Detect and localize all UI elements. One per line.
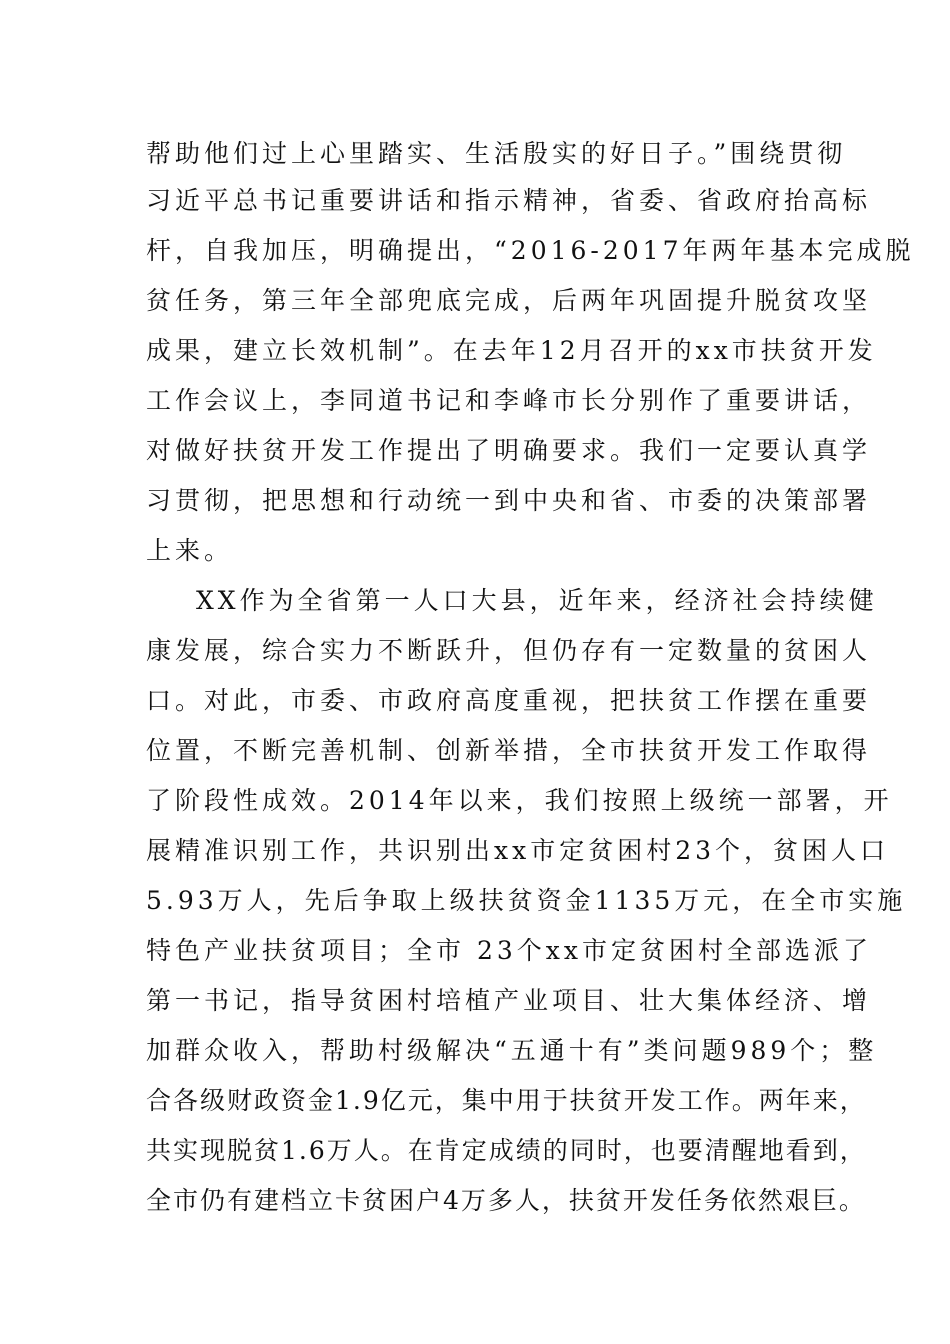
text-line: 习近平总书记重要讲话和指示精神，省委、省政府抬高标	[146, 186, 872, 215]
text-line: 杆，自我加压，明确提出，“2016-2017年两年基本完成脱	[146, 236, 915, 265]
text-line: 特色产业扶贫项目；全市 23个xx市定贫困村全部选派了	[146, 936, 872, 965]
text-line: 共实现脱贫1.6万人。在肯定成绩的同时，也要清醒地看到，	[146, 1136, 867, 1165]
text-line: 第一书记，指导贫困村培植产业项目、壮大集体经济、增	[146, 986, 872, 1015]
text-line: 帮助他们过上心里踏实、生活殷实的好日子。”围绕贯彻	[146, 139, 847, 168]
text-line: 了阶段性成效。2014年以来，我们按照上级统一部署，开	[146, 786, 893, 815]
text-line: 贫任务，第三年全部兜底完成，后两年巩固提升脱贫攻坚	[146, 286, 872, 315]
text-line: 习贯彻，把思想和行动统一到中央和省、市委的决策部署	[146, 486, 872, 515]
text-line: 康发展，综合实力不断跃升，但仍存有一定数量的贫困人	[146, 636, 872, 665]
text-line: 展精准识别工作，共识别出xx市定贫困村23个，贫困人口	[146, 836, 890, 865]
text-line: 工作会议上，李同道书记和李峰市长分别作了重要讲话，	[146, 386, 872, 415]
text-line: 口。对此，市委、市政府高度重视，把扶贫工作摆在重要	[146, 686, 872, 715]
text-line: 5.93万人，先后争取上级扶贫资金1135万元，在全市实施	[146, 886, 907, 915]
text-line: 位置，不断完善机制、创新举措，全市扶贫开发工作取得	[146, 736, 872, 765]
text-line: 全市仍有建档立卡贫困户4万多人，扶贫开发任务依然艰巨。	[146, 1186, 866, 1215]
text-line: 加群众收入，帮助村级解决“五通十有”类问题989个；整	[146, 1036, 878, 1065]
paragraph-first-line: XX作为全省第一人口大县，近年来，经济社会持续健	[196, 586, 878, 615]
text-line: 合各级财政资金1.9亿元，集中用于扶贫开发工作。两年来，	[146, 1086, 867, 1115]
text-line: 成果，建立长效机制”。在去年12月召开的xx市扶贫开发	[146, 336, 877, 365]
text-line: 上来。	[146, 536, 234, 565]
text-line: 对做好扶贫开发工作提出了明确要求。我们一定要认真学	[146, 436, 872, 465]
